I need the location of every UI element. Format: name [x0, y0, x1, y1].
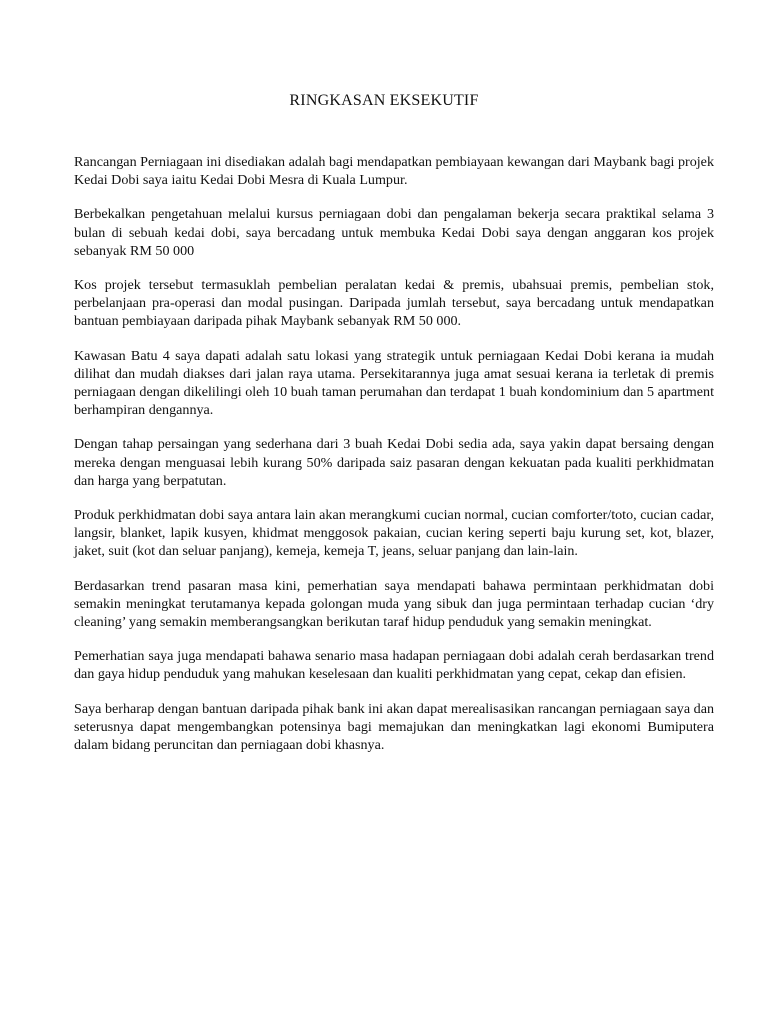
- paragraph: Berdasarkan trend pasaran masa kini, pemerhatian saya mendapati bahawa permintaan perkhidmatan dobi semakin meningkat terutamanya kepada golongan muda yang sibuk dan juga permintaan terhadap cucian ‘dry cleaning’ yang semakin memberangsangkan berikutan taraf hidup penduduk yang semakin meningkat.: [74, 577, 714, 631]
- paragraph: Saya berharap dengan bantuan daripada pihak bank ini akan dapat merealisasikan rancangan perniagaan saya dan seterusnya dapat mengembangkan potensinya bagi memajukan dan meningkatkan lagi ekonomi Bumiputera dalam bidang peruncitan dan perniagaan dobi khasnya.: [74, 700, 714, 754]
- paragraph: Produk perkhidmatan dobi saya antara lain akan merangkumi cucian normal, cucian comforter/toto, cucian cadar, langsir, blanket, lapik kusyen, khidmat menggosok pakaian, cucian kering seperti baju kurung set, kot, blazer, jaket, suit (kot dan seluar panjang), kemeja, kemeja T, jeans, seluar panjang dan lain-lain.: [74, 507, 714, 560]
- paragraph: Pemerhatian saya juga mendapati bahawa senario masa hadapan perniagaan dobi adalah cerah berdasarkan trend dan gaya hidup penduduk yang mahukan keselesaan dan kualiti perkhidmatan yang cepat, cekap dan efisien.: [74, 648, 714, 683]
- paragraph: Kos projek tersebut termasuklah pembelian peralatan kedai & premis, ubahsuai premis, pembelian stok, perbelanjaan pra-operasi dan modal pusingan. Daripada jumlah tersebut, saya bercadang untuk mendapatkan bantuan pembiayaan daripada pihak Maybank sebanyak RM 50 000.: [74, 277, 714, 330]
- paragraph: Berbekalkan pengetahuan melalui kursus perniagaan dobi dan pengalaman bekerja secara praktikal selama 3 bulan di sebuah kedai dobi, saya bercadang untuk membuka Kedai Dobi saya dengan anggaran kos projek sebanyak RM 50 000: [74, 206, 714, 259]
- paragraph: Dengan tahap persaingan yang sederhana dari 3 buah Kedai Dobi sedia ada, saya yakin dapat bersaing dengan mereka dengan menguasai lebih kurang 50% daripada saiz pasaran dengan kekuatan pada kualiti perkhidmatan dan harga yang berpatutan.: [74, 436, 714, 489]
- paragraph: Kawasan Batu 4 saya dapati adalah satu lokasi yang strategik untuk perniagaan Kedai Dobi kerana ia mudah dilihat dan mudah diakses dari jalan raya utama. Persekitarannya juga amat sesuai kerana ia terletak di premis perniagaan dengan dikelilingi oleh 10 buah taman perumahan dan terdapat 1 buah kondominium dan 5 apartment berhampiran dengannya.: [74, 347, 714, 419]
- document-body: [74, 153, 714, 770]
- page-title: RINGKASAN EKSEKUTIF: [289, 92, 479, 109]
- paragraph: Rancangan Perniagaan ini disediakan adalah bagi mendapatkan pembiayaan kewangan dari Maybank bagi projek Kedai Dobi saya iaitu Kedai Dobi Mesra di Kuala Lumpur.: [74, 154, 714, 189]
